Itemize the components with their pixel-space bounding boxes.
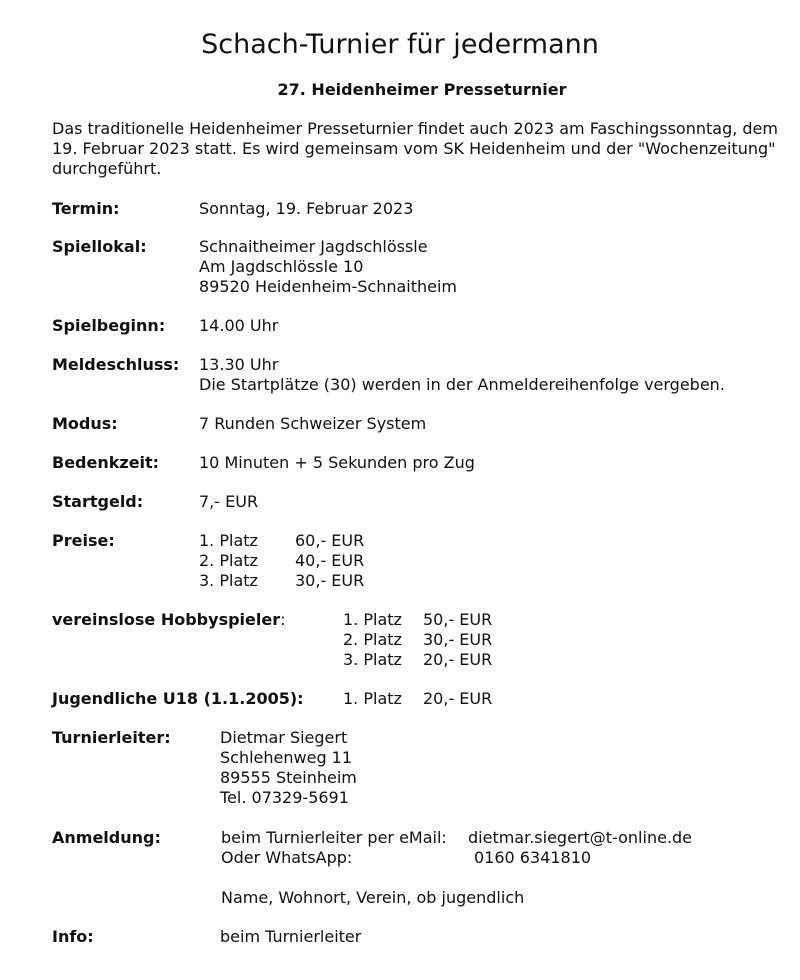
spiellokal-line: Am Jagdschlössle 10 [199, 257, 364, 276]
spielbeginn-value: 14.00 Uhr [199, 316, 279, 335]
modus-value: 7 Runden Schweizer System [199, 414, 427, 433]
meldeschluss-label: Meldeschluss: [52, 355, 180, 374]
hobby-amount: 50,- EUR [423, 610, 493, 629]
meldeschluss-line: Die Startplätze (30) werden in der Anmeldereihenfolge vergeben. [199, 375, 725, 394]
hobby-label: vereinslose Hobbyspieler [52, 610, 281, 629]
turnierleiter-line: Dietmar Siegert [220, 728, 348, 747]
turnierleiter-label: Turnierleiter: [52, 728, 171, 747]
intro-paragraph: Das traditionelle Heidenheimer Presseturnier findet auch 2023 am Faschingssonntag, dem 19. Februar 2023 statt. Es wird gemeinsam vom SK Heidenheim und der "Wochenzeitung" durchgeführt. [52, 119, 778, 178]
turnierleiter-line: 89555 Steinheim [220, 768, 357, 787]
hobby-place: 3. Platz [343, 650, 402, 669]
turnierleiter-line: Schlehenweg 11 [220, 748, 353, 767]
modus-label: Modus: [52, 414, 118, 433]
preise-place: 2. Platz [199, 551, 258, 570]
preise-amount: 40,- EUR [295, 551, 365, 570]
anmeldung-whatsapp-label: Oder WhatsApp: [221, 848, 353, 867]
spiellokal-line: Schnaitheimer Jagdschlössle [199, 237, 428, 256]
spielbeginn-label: Spielbeginn: [52, 316, 166, 335]
jugend-place: 1. Platz [343, 689, 402, 708]
turnierleiter-line: Tel. 07329-5691 [220, 788, 349, 807]
anmeldung-whatsapp: 0160 6341810 [474, 848, 592, 867]
hobby-colon: : [280, 610, 286, 629]
info-label: Info: [52, 927, 94, 946]
preise-place: 3. Platz [199, 571, 258, 590]
info-value: beim Turnierleiter [220, 927, 362, 946]
jugend-amount: 20,- EUR [423, 689, 493, 708]
startgeld-label: Startgeld: [52, 492, 144, 511]
preise-amount: 30,- EUR [295, 571, 365, 590]
bedenkzeit-label: Bedenkzeit: [52, 453, 160, 472]
preise-amount: 60,- EUR [295, 531, 365, 550]
anmeldung-note: Name, Wohnort, Verein, ob jugendlich [221, 888, 525, 907]
startgeld-value: 7,- EUR [199, 492, 259, 511]
page-title: Schach-Turnier für jedermann [201, 29, 599, 60]
anmeldung-label: Anmeldung: [52, 828, 161, 847]
hobby-place: 2. Platz [343, 630, 402, 649]
termin-label: Termin: [52, 199, 120, 218]
hobby-place: 1. Platz [343, 610, 402, 629]
anmeldung-email-label: beim Turnierleiter per eMail: [221, 828, 447, 847]
hobby-label-group [52, 610, 286, 630]
jugend-label: Jugendliche U18 (1.1.2005): [52, 689, 304, 708]
spiellokal-label: Spiellokal: [52, 237, 147, 256]
hobby-amount: 30,- EUR [423, 630, 493, 649]
termin-value: Sonntag, 19. Februar 2023 [199, 199, 414, 218]
spiellokal-line: 89520 Heidenheim-Schnaitheim [199, 277, 458, 296]
meldeschluss-line: 13.30 Uhr [199, 355, 279, 374]
bedenkzeit-value: 10 Minuten + 5 Sekunden pro Zug [199, 453, 475, 472]
preise-place: 1. Platz [199, 531, 258, 550]
preise-label: Preise: [52, 531, 115, 550]
hobby-amount: 20,- EUR [423, 650, 493, 669]
anmeldung-email: dietmar.siegert@t-online.de [468, 828, 693, 847]
page-subtitle: 27. Heidenheimer Presseturnier [277, 80, 567, 99]
